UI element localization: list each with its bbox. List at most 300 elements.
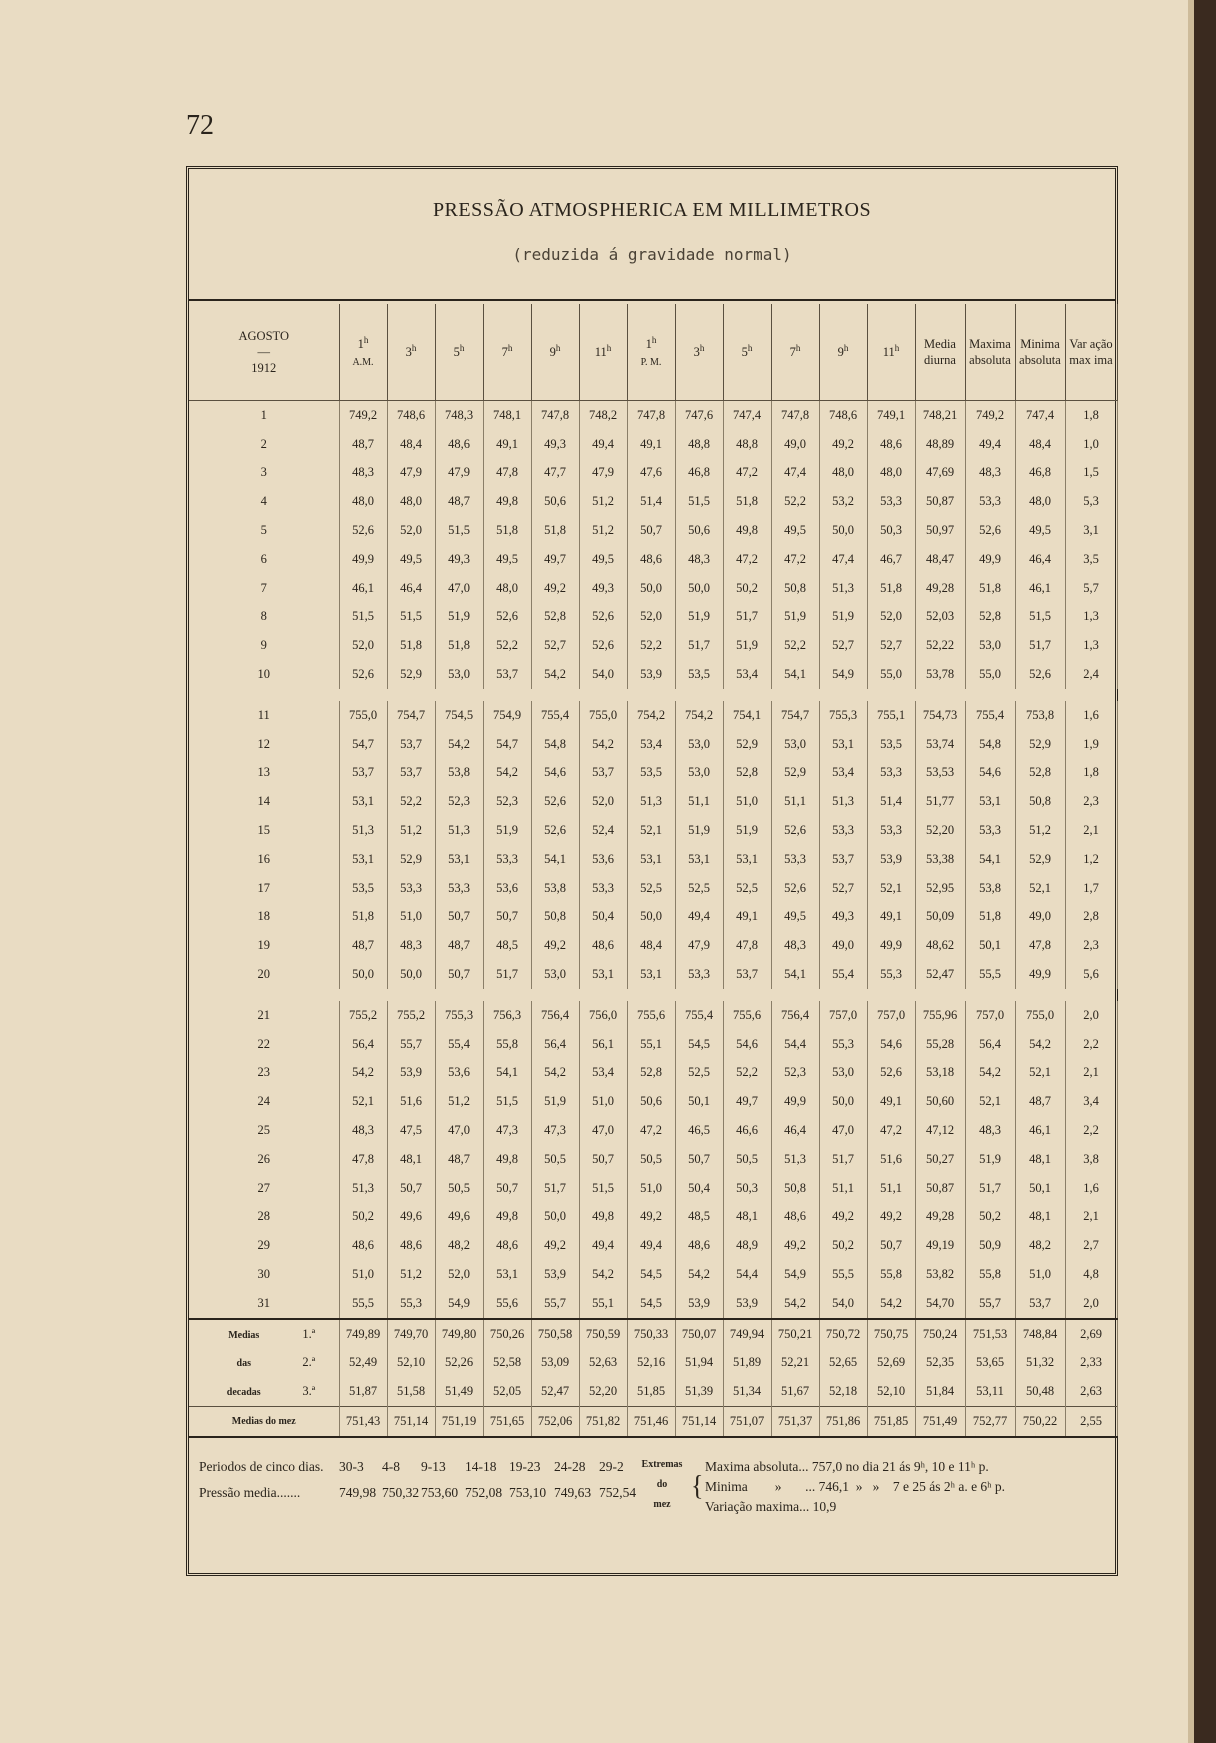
- table-cell: 49,1: [627, 430, 675, 459]
- table-cell: 1,7: [1065, 874, 1117, 903]
- days-body: [189, 401, 1117, 1319]
- table-cell: 48,6: [867, 430, 915, 459]
- decade-ordinal: 3.ª: [302, 1384, 316, 1399]
- day-number: 18: [189, 903, 339, 932]
- table-cell: 2,1: [1065, 1059, 1117, 1088]
- table-cell: 54,0: [579, 660, 627, 689]
- table-cell: 5,6: [1065, 960, 1117, 989]
- table-cell: 52,0: [339, 631, 387, 660]
- table-cell: 49,5: [483, 545, 531, 574]
- table-cell: 52,6: [965, 516, 1015, 545]
- table-row: [189, 401, 1117, 430]
- table-cell: 47,69: [915, 459, 965, 488]
- table-cell: 52,8: [531, 603, 579, 632]
- table-cell: 756,0: [579, 1001, 627, 1030]
- table-cell: 52,6: [531, 816, 579, 845]
- table-cell: 52,6: [579, 631, 627, 660]
- table-cell: 54,6: [531, 759, 579, 788]
- table-cell: 54,6: [867, 1030, 915, 1059]
- table-cell: 50,8: [1015, 787, 1065, 816]
- table-cell: 53,4: [723, 660, 771, 689]
- table-cell: 48,7: [339, 931, 387, 960]
- table-cell: 52,2: [627, 631, 675, 660]
- period-range: 14-18: [465, 1459, 497, 1474]
- month-mean-cell: 751,85: [867, 1407, 915, 1437]
- table-cell: 1,8: [1065, 401, 1117, 430]
- header-hour-9am: 9$^h$: [531, 304, 579, 401]
- table-cell: 48,2: [1015, 1231, 1065, 1260]
- table-cell: 49,6: [435, 1203, 483, 1232]
- table-cell: 51,7: [723, 603, 771, 632]
- table-cell: 56,4: [339, 1030, 387, 1059]
- table-cell: 5,3: [1065, 487, 1117, 516]
- page-number: 72: [186, 110, 214, 141]
- table-cell: 53,4: [819, 759, 867, 788]
- table-cell: 51,9: [965, 1145, 1015, 1174]
- table-cell: 2,0: [1065, 1289, 1117, 1319]
- table-cell: 50,6: [531, 487, 579, 516]
- table-cell: 53,38: [915, 845, 965, 874]
- table-cell: 48,6: [435, 430, 483, 459]
- table-row: [189, 631, 1117, 660]
- table-cell: 51,2: [387, 1260, 435, 1289]
- decade-cell: 52,05: [483, 1377, 531, 1406]
- decade-label-cell: [189, 1377, 339, 1406]
- day-number: 14: [189, 787, 339, 816]
- table-cell: 52,1: [339, 1087, 387, 1116]
- header-hour-5am: 5$^h$: [435, 304, 483, 401]
- table-cell: 46,4: [387, 574, 435, 603]
- table-cell: 53,0: [531, 960, 579, 989]
- table-cell: 50,0: [819, 1087, 867, 1116]
- decade-cell: 52,49: [339, 1349, 387, 1378]
- table-cell: 754,5: [435, 701, 483, 730]
- table-cell: 50,7: [483, 1174, 531, 1203]
- table-cell: 53,1: [339, 845, 387, 874]
- table-row: [189, 931, 1117, 960]
- table-cell: 52,1: [867, 874, 915, 903]
- table-cell: 53,9: [387, 1059, 435, 1088]
- table-cell: 47,8: [723, 931, 771, 960]
- table-cell: 49,1: [483, 430, 531, 459]
- table-cell: 52,6: [339, 516, 387, 545]
- table-row: [189, 1116, 1117, 1145]
- table-cell: 54,1: [531, 845, 579, 874]
- table-cell: 53,78: [915, 660, 965, 689]
- table-cell: 49,8: [483, 487, 531, 516]
- table-cell: 48,4: [387, 430, 435, 459]
- table-cell: 49,9: [867, 931, 915, 960]
- table-cell: 49,28: [915, 574, 965, 603]
- decade-gap-row: [189, 989, 1117, 1001]
- table-cell: 50,0: [675, 574, 723, 603]
- table-cell: 53,0: [435, 660, 483, 689]
- table-cell: 53,3: [965, 487, 1015, 516]
- table-cell: 50,7: [579, 1145, 627, 1174]
- table-cell: 52,9: [723, 730, 771, 759]
- table-cell: 49,2: [627, 1203, 675, 1232]
- table-cell: 50,4: [675, 1174, 723, 1203]
- table-cell: 755,4: [965, 701, 1015, 730]
- table-cell: 50,3: [723, 1174, 771, 1203]
- table-cell: 52,22: [915, 631, 965, 660]
- table-cell: 47,0: [435, 1116, 483, 1145]
- table-cell: 51,1: [771, 787, 819, 816]
- decade-ordinal: 1.ª: [302, 1326, 316, 1341]
- decade-cell: 51,87: [339, 1377, 387, 1406]
- table-cell: 54,8: [531, 730, 579, 759]
- month-mean-cell: 752,06: [531, 1407, 579, 1437]
- table-cell: 50,4: [579, 903, 627, 932]
- table-cell: 756,4: [771, 1001, 819, 1030]
- table-cell: 53,0: [965, 631, 1015, 660]
- header-hour-7am: 7$^h$: [483, 304, 531, 401]
- table-cell: 56,4: [965, 1030, 1015, 1059]
- table-cell: 51,8: [965, 574, 1015, 603]
- table-cell: 48,5: [675, 1203, 723, 1232]
- table-cell: 51,3: [627, 787, 675, 816]
- table-row: [189, 730, 1117, 759]
- table-cell: 51,8: [965, 903, 1015, 932]
- month-mean-cell: 751,19: [435, 1407, 483, 1437]
- table-cell: 53,3: [675, 960, 723, 989]
- table-cell: 1,6: [1065, 1174, 1117, 1203]
- period-range: 4-8: [382, 1459, 400, 1474]
- table-cell: 3,1: [1065, 516, 1117, 545]
- table-cell: 53,3: [435, 874, 483, 903]
- month-mean-cell: 751,07: [723, 1407, 771, 1437]
- decade-cell: 53,09: [531, 1349, 579, 1378]
- table-cell: 49,2: [771, 1231, 819, 1260]
- table-cell: 53,7: [339, 759, 387, 788]
- table-cell: 52,0: [867, 603, 915, 632]
- table-cell: 51,6: [867, 1145, 915, 1174]
- table-cell: 52,6: [483, 603, 531, 632]
- day-number: 9: [189, 631, 339, 660]
- table-cell: 53,74: [915, 730, 965, 759]
- header-hour-11pm: 11$^h$: [867, 304, 915, 401]
- table-cell: 53,9: [867, 845, 915, 874]
- day-number: 5: [189, 516, 339, 545]
- decade-gap-row: [189, 689, 1117, 701]
- decade-label-cell: [189, 1319, 339, 1349]
- table-cell: 53,7: [1015, 1289, 1065, 1319]
- table-cell: 48,0: [387, 487, 435, 516]
- table-cell: 49,2: [531, 574, 579, 603]
- month-mean-cell: 751,46: [627, 1407, 675, 1437]
- table-cell: 49,3: [435, 545, 483, 574]
- table-cell: 52,8: [1015, 759, 1065, 788]
- table-cell: 53,53: [915, 759, 965, 788]
- decade-cell: 52,65: [819, 1349, 867, 1378]
- table-cell: 53,3: [867, 816, 915, 845]
- table-cell: 54,9: [819, 660, 867, 689]
- table-cell: 53,8: [531, 874, 579, 903]
- decade-cell: 52,58: [483, 1349, 531, 1378]
- table-cell: 52,6: [771, 816, 819, 845]
- table-cell: 49,8: [483, 1145, 531, 1174]
- extremas-brace: {: [691, 1469, 704, 1502]
- table-cell: 55,3: [819, 1030, 867, 1059]
- table-cell: 50,2: [339, 1203, 387, 1232]
- decade-cell: 749,80: [435, 1319, 483, 1349]
- decade-cell: 748,84: [1015, 1319, 1065, 1349]
- table-cell: 49,5: [771, 516, 819, 545]
- table-cell: 52,9: [387, 845, 435, 874]
- table-cell: 54,2: [675, 1260, 723, 1289]
- table-cell: 48,6: [483, 1231, 531, 1260]
- month-mean-cell: 752,77: [965, 1407, 1015, 1437]
- table-cell: 753,8: [1015, 701, 1065, 730]
- table-cell: 51,9: [723, 816, 771, 845]
- table-cell: 52,8: [723, 759, 771, 788]
- table-cell: 49,8: [483, 1203, 531, 1232]
- table-cell: 48,3: [771, 931, 819, 960]
- header-variacao-maxima: Var ação max ima: [1065, 304, 1117, 401]
- table-cell: 755,96: [915, 1001, 965, 1030]
- table-cell: 50,2: [965, 1203, 1015, 1232]
- decade-row: [189, 1319, 1117, 1349]
- table-cell: 55,1: [579, 1289, 627, 1319]
- periods-label: Periodos de cinco dias.: [199, 1459, 324, 1474]
- header-am: A.M.: [352, 356, 374, 368]
- table-cell: 48,3: [387, 931, 435, 960]
- table-cell: 51,7: [819, 1145, 867, 1174]
- table-cell: 1,2: [1065, 845, 1117, 874]
- table-cell: 51,2: [435, 1087, 483, 1116]
- table-cell: 48,7: [435, 487, 483, 516]
- table-cell: 54,1: [771, 960, 819, 989]
- table-cell: 53,8: [965, 874, 1015, 903]
- table-cell: 47,3: [531, 1116, 579, 1145]
- table-cell: 48,1: [1015, 1145, 1065, 1174]
- table-cell: 54,7: [339, 730, 387, 759]
- table-cell: 48,0: [819, 459, 867, 488]
- table-cell: 54,1: [483, 1059, 531, 1088]
- table-cell: 53,7: [723, 960, 771, 989]
- table-cell: 50,5: [627, 1145, 675, 1174]
- decade-cell: 51,89: [723, 1349, 771, 1378]
- decade-group-label: das: [236, 1358, 251, 1370]
- table-cell: 755,6: [627, 1001, 675, 1030]
- table-cell: 47,0: [435, 574, 483, 603]
- table-cell: 52,5: [723, 874, 771, 903]
- table-cell: 49,6: [387, 1203, 435, 1232]
- table-cell: 47,2: [627, 1116, 675, 1145]
- table-cell: 53,7: [579, 759, 627, 788]
- decade-cell: 52,35: [915, 1349, 965, 1378]
- table-cell: 54,2: [867, 1289, 915, 1319]
- table-cell: 53,3: [771, 845, 819, 874]
- table-cell: 55,7: [965, 1289, 1015, 1319]
- table-cell: 51,5: [483, 1087, 531, 1116]
- table-cell: 51,9: [675, 816, 723, 845]
- table-cell: 50,09: [915, 903, 965, 932]
- table-cell: 53,7: [819, 845, 867, 874]
- table-cell: 48,6: [387, 1231, 435, 1260]
- table-cell: 54,9: [771, 1260, 819, 1289]
- table-cell: 54,5: [627, 1260, 675, 1289]
- day-number: 1: [189, 401, 339, 430]
- table-cell: 48,3: [339, 459, 387, 488]
- table-cell: 51,5: [339, 603, 387, 632]
- table-cell: 747,6: [675, 401, 723, 430]
- table-cell: 46,1: [339, 574, 387, 603]
- day-number: 19: [189, 931, 339, 960]
- table-cell: 754,1: [723, 701, 771, 730]
- table-cell: 48,4: [627, 931, 675, 960]
- table-cell: 50,5: [435, 1174, 483, 1203]
- table-cell: 52,2: [483, 631, 531, 660]
- table-cell: 755,2: [387, 1001, 435, 1030]
- table-row: [189, 603, 1117, 632]
- day-number: 8: [189, 603, 339, 632]
- month-mean-cell: 2,55: [1065, 1407, 1117, 1437]
- table-cell: 54,2: [531, 660, 579, 689]
- table-cell: 49,9: [339, 545, 387, 574]
- header-media-diurna: Media diurna: [915, 304, 965, 401]
- table-cell: 53,7: [387, 759, 435, 788]
- table-cell: 51,8: [867, 574, 915, 603]
- table-cell: 46,4: [771, 1116, 819, 1145]
- table-cell: 52,0: [579, 787, 627, 816]
- table-cell: 49,5: [387, 545, 435, 574]
- table-cell: 51,5: [435, 516, 483, 545]
- period-pressure: 752,54: [599, 1485, 637, 1500]
- day-number: 26: [189, 1145, 339, 1174]
- table-cell: 755,4: [675, 1001, 723, 1030]
- table-cell: 50,0: [627, 574, 675, 603]
- table-cell: 53,1: [339, 787, 387, 816]
- table-cell: 53,9: [627, 660, 675, 689]
- table-cell: 747,8: [771, 401, 819, 430]
- table-cell: 56,1: [579, 1030, 627, 1059]
- table-cell: 49,9: [771, 1087, 819, 1116]
- period-range: 30-3: [339, 1459, 364, 1474]
- table-cell: 50,0: [819, 516, 867, 545]
- table-row: [189, 1145, 1117, 1174]
- table-cell: 51,77: [915, 787, 965, 816]
- table-cell: 755,0: [1015, 1001, 1065, 1030]
- table-cell: 2,2: [1065, 1030, 1117, 1059]
- day-number: 30: [189, 1260, 339, 1289]
- month-mean-body: [189, 1407, 1117, 1437]
- table-cell: 53,1: [579, 960, 627, 989]
- table-cell: 54,5: [675, 1030, 723, 1059]
- table-cell: 54,2: [579, 730, 627, 759]
- pressure-table: [189, 304, 1118, 1438]
- decade-cell: 51,58: [387, 1377, 435, 1406]
- table-cell: 47,9: [675, 931, 723, 960]
- table-cell: 52,7: [867, 631, 915, 660]
- table-cell: 46,4: [1015, 545, 1065, 574]
- month-mean-row: [189, 1407, 1117, 1437]
- table-cell: 50,60: [915, 1087, 965, 1116]
- decades-body: [189, 1319, 1117, 1407]
- table-cell: 2,3: [1065, 787, 1117, 816]
- table-cell: 4,8: [1065, 1260, 1117, 1289]
- table-cell: 54,1: [965, 845, 1015, 874]
- table-cell: 755,3: [435, 1001, 483, 1030]
- table-cell: 53,3: [387, 874, 435, 903]
- table-cell: 46,8: [675, 459, 723, 488]
- table-cell: 52,2: [387, 787, 435, 816]
- table-cell: 755,6: [723, 1001, 771, 1030]
- table-cell: 51,9: [723, 631, 771, 660]
- table-row: [189, 1030, 1117, 1059]
- table-cell: 1,5: [1065, 459, 1117, 488]
- table-cell: 51,4: [627, 487, 675, 516]
- decade-cell: 52,69: [867, 1349, 915, 1378]
- decade-cell: 751,53: [965, 1319, 1015, 1349]
- table-cell: 5,7: [1065, 574, 1117, 603]
- table-cell: 50,6: [675, 516, 723, 545]
- table-cell: 47,5: [387, 1116, 435, 1145]
- period-pressure: 753,60: [421, 1485, 459, 1500]
- decade-cell: 52,21: [771, 1349, 819, 1378]
- table-cell: 51,9: [675, 603, 723, 632]
- table-cell: 52,9: [1015, 845, 1065, 874]
- table-cell: 1,3: [1065, 603, 1117, 632]
- table-cell: 55,5: [819, 1260, 867, 1289]
- table-cell: 47,0: [819, 1116, 867, 1145]
- table-cell: 53,6: [483, 874, 531, 903]
- header-hour-1am: 1$^h$ A.M.: [339, 304, 387, 401]
- table-cell: 51,0: [1015, 1260, 1065, 1289]
- table-cell: 49,1: [867, 1087, 915, 1116]
- table-cell: 54,6: [723, 1030, 771, 1059]
- table-cell: 52,03: [915, 603, 965, 632]
- table-cell: 47,8: [1015, 931, 1065, 960]
- table-cell: 48,9: [723, 1231, 771, 1260]
- day-number: 24: [189, 1087, 339, 1116]
- decade-cell: 750,21: [771, 1319, 819, 1349]
- table-cell: 50,8: [771, 1174, 819, 1203]
- table-cell: 51,7: [531, 1174, 579, 1203]
- table-cell: 50,7: [435, 960, 483, 989]
- table-cell: 754,2: [675, 701, 723, 730]
- table-row: [189, 1087, 1117, 1116]
- table-cell: 51,7: [965, 1174, 1015, 1203]
- table-cell: 53,3: [867, 759, 915, 788]
- table-cell: 49,1: [867, 903, 915, 932]
- table-cell: 53,3: [483, 845, 531, 874]
- table-cell: 755,2: [339, 1001, 387, 1030]
- table-cell: 49,2: [867, 1203, 915, 1232]
- table-cell: 47,8: [339, 1145, 387, 1174]
- table-row: [189, 660, 1117, 689]
- table-cell: 46,6: [723, 1116, 771, 1145]
- table-cell: 50,5: [723, 1145, 771, 1174]
- table-cell: 757,0: [867, 1001, 915, 1030]
- period-pressure: 753,10: [509, 1485, 547, 1500]
- extremas-min: Minima » ... 746,1 » » 7 e 25 ás 2ʰ a. e 6ʰ p.: [705, 1479, 1006, 1494]
- table-cell: 51,1: [867, 1174, 915, 1203]
- table-cell: 2,1: [1065, 1203, 1117, 1232]
- table-cell: 52,2: [771, 631, 819, 660]
- table-cell: 55,3: [387, 1289, 435, 1319]
- table-row: [189, 1001, 1117, 1030]
- table-cell: 51,2: [1015, 816, 1065, 845]
- table-cell: 1,6: [1065, 701, 1117, 730]
- table-cell: 747,4: [723, 401, 771, 430]
- header-dash: —: [257, 344, 270, 359]
- table-cell: 47,0: [579, 1116, 627, 1145]
- table-cell: 50,7: [435, 903, 483, 932]
- table-frame: [186, 166, 1118, 1576]
- decade-group-label: Medias: [228, 1329, 260, 1341]
- day-number: 12: [189, 730, 339, 759]
